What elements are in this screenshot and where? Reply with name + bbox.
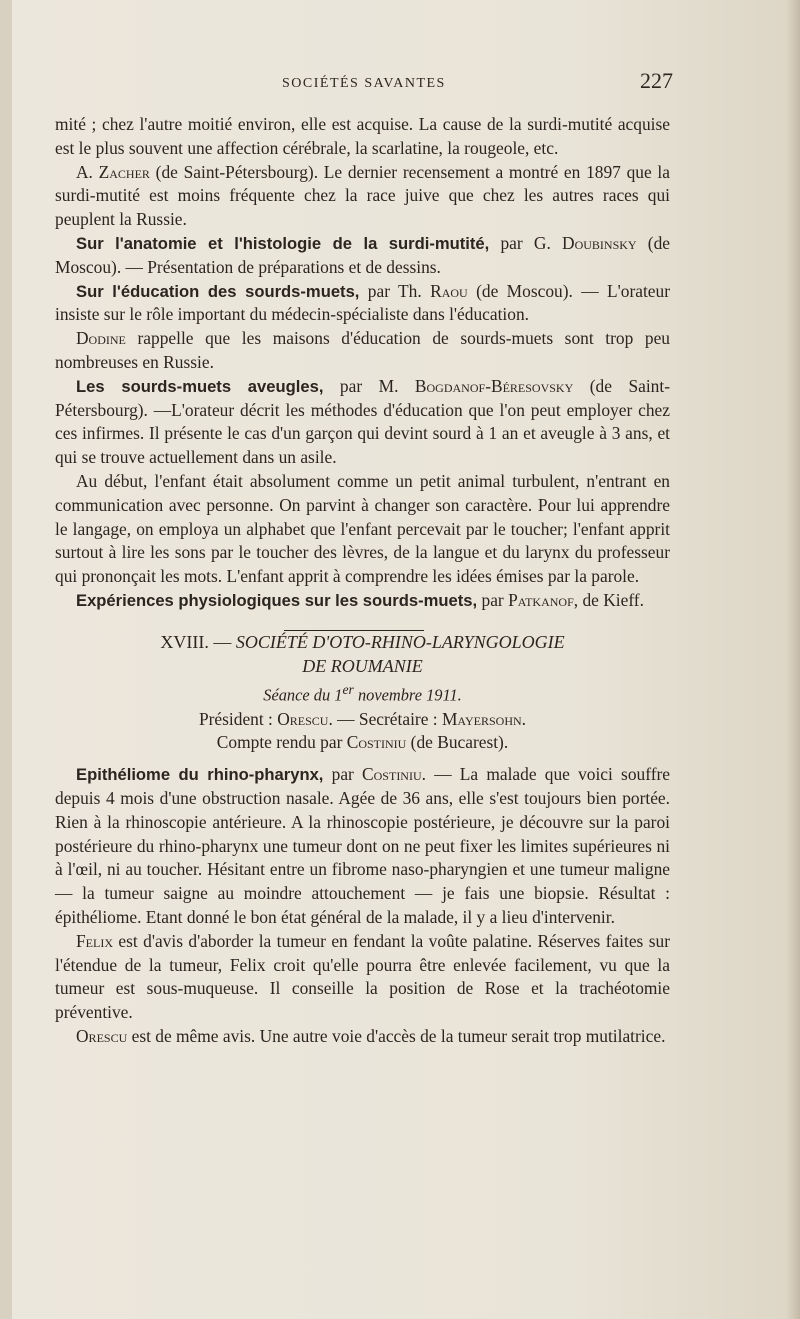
page-edge-shadow [786,0,800,1319]
author-name: Patkanof [508,589,574,610]
communication-title: Sur l'anatomie et l'histologie de la surdi-mutité, [76,233,490,253]
section-paragraph-2: Felix est d'avis d'aborder la tumeur en fendant la voûte palatine. Réserves faites sur l'étendue de la tumeur, Felix croit qu'elle pourra être enlevée facilement, vu que la tumeur est sous-muqueuse. Il conseille la position de Rose et la trachéotomie préventive. [55,930,670,1023]
secretary-name: Mayersohn [441,708,522,729]
section-paragraph-3: Orescu est de même avis. Une autre voie d'accès de la tumeur serait trop mutilatrice. [76,1025,666,1046]
paragraph-2: A. Zacher (de Saint-Pétersbourg). Le dernier recensement a montré en 1897 que la surdi-mutité est moins fréquente chez la race juive que chez les autres races qui peuplent la Russie. [55,161,670,230]
author-name: Dodine [76,328,126,349]
paragraph-3: Sur l'anatomie et l'histologie de la surdi-mutité, par G. Doubinsky (de Moscou). — Présentation de préparations et de dessins. [55,232,671,277]
author-name: Raou [430,280,468,301]
communication-title: Epithéliome du rhino-pharynx, [76,765,324,785]
paragraph-7: Au début, l'enfant était absolument comme un petit animal turbulent, n'entrant en communication avec personne. On parvint à changer son caractère. Pour lui apprendre le langage, on employa un alphabet que l'enfant percevait par le toucher; l'enfant apprit surtout à lire les sons par le toucher des lèvres, de la langue et du larynx du professeur qui prononçait les mots. L'enfant apprit à comprendre les idées émises par la parole. [55,470,670,587]
communication-title: Expériences physiologiques sur les sourds-muets, [76,590,478,610]
paragraph-8: Expériences physiologiques sur les sourds-muets, par Patkanof, de Kieff. [76,589,644,610]
page-header [12,68,800,98]
paragraph-6: Les sourds-muets aveugles, par M. Bogdanof-Béresovsky (de Saint-Pétersbourg). —L'orateur décrit les méthodes d'éducation que l'on peut employer chez ces infirmes. Il présente le cas d'un garçon qui devint sourd à 1 an et aveugle à 3 ans, et qui se trouve actuellement dans un asile. [55,375,670,468]
section-subtitle: DE ROUMANIE [302,655,423,676]
paragraph-1: mité ; chez l'autre moitié environ, elle est acquise. La cause de la surdi-mutité acquise est le plus souvent une affection cérébrale, la scarlatine, la rougeole, etc. [55,114,670,158]
book-page [12,0,800,1319]
report-line: Compte rendu par Costiniu (de Bucarest). [216,732,509,753]
author-name: Bogdanof-Béresovsky [414,375,574,396]
author-name: Felix [76,930,113,951]
author-name: Costiniu [362,764,422,785]
reporter-name: Costiniu [346,732,407,753]
officers-line: Président : Orescu. — Secrétaire : Mayersohn. [198,708,527,729]
communication-title: Sur l'éducation des sourds-muets, [76,281,360,301]
session-date: Séance du 1er novembre 1911. [263,682,462,705]
running-title: SOCIÉTÉS SAVANTES [282,76,446,91]
paragraph-4: Sur l'éducation des sourds-muets, par Th. Raou (de Moscou). — L'orateur insiste sur le rôle important du médecin-spécialiste dans l'éducation. [55,280,670,325]
page-number: 227 [640,68,673,93]
paragraph-5: Dodine rappelle que les maisons d'éducation de sourds-muets sont trop peu nombreuses en Russie. [55,328,670,372]
section-title: XVIII. — SOCIÉTÉ D'OTO-RHINO-LARYNGOLOGIE [160,631,565,652]
president-name: Orescu [277,708,329,729]
author-name: A. Zacher [76,161,150,182]
communication-title: Les sourds-muets aveugles, [76,376,324,396]
section-paragraph-1: Epithéliome du rhino-pharynx, par Costiniu. — La malade que voici souffre depuis 4 mois d'une obstruction nasale. Agée de 36 ans, elle s'est toujours bien portée. Rien à la rhinoscopie antérieure. A la rhinoscopie postérieure, je découvre sur la paroi postérieure du rhino-pharynx une tumeur dont on ne peut fixer les limites supérieures ni à l'œil, ni au toucher. Hésitant entre un fibrome naso-pharyngien et une tumeur maligne — la tumeur saigne au moindre attouchement — je fais une biopsie. Résultat : épithéliome. Etant donné le bon état général de la malade, il y a lieu d'intervenir. [55,764,670,927]
author-name: Orescu [76,1025,128,1046]
page-body [55,113,670,1049]
author-name: Doubinsky [562,232,637,253]
